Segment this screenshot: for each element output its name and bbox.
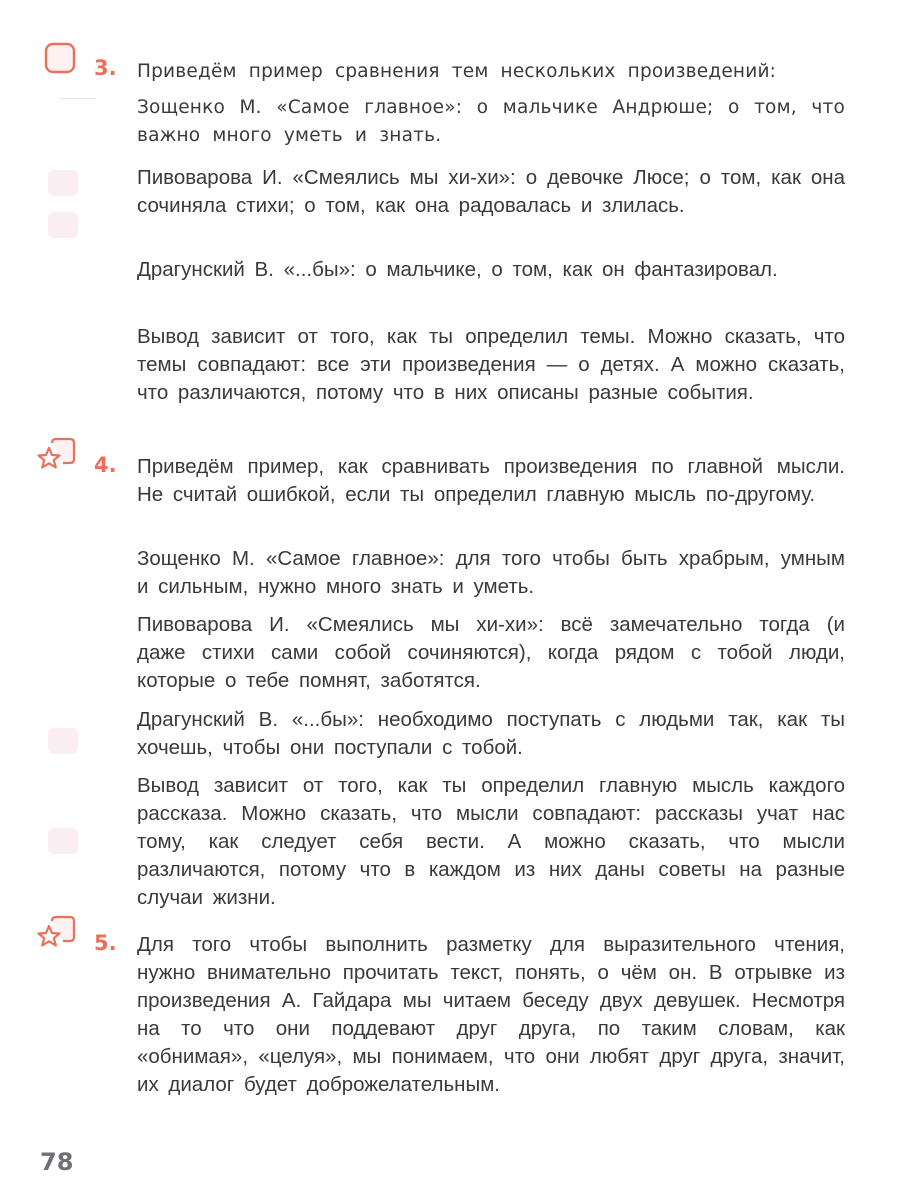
task-paragraph: Вывод зависит от того, как ты определил темы. Можно сказать, что темы совпадают: все эти произведения — о детях. А можно сказать, что различаются, потому что в них описаны разные события. <box>137 325 845 404</box>
task-paragraph: Драгунский В. «...бы»: необходимо поступать с людьми так, как ты хочешь, чтобы они поступали с тобой. <box>137 708 845 759</box>
show-through-mark <box>48 728 78 754</box>
task-paragraph: Для того чтобы выполнить разметку для выразительного чтения, нужно внимательно прочитать текст, понять, о чём он. В отрывке из произведения А. Гайдара мы читаем беседу двух девушек. Несмотря на то что они поддевают друг друга, по таким словам, как «обнимая», «целуя», мы понимаем, что они любят друг друга, значит, их диалог будет доброжелательным. <box>137 933 845 1096</box>
task-number: 4. <box>94 453 117 477</box>
show-through-mark <box>48 170 78 196</box>
task-number: 3. <box>94 56 117 80</box>
page-number: 78 <box>40 1148 74 1176</box>
task-paragraph: Драгунский В. «...бы»: о мальчике, о том, как он фантазировал. <box>137 258 778 281</box>
task-paragraph: Приведём пример сравнения тем нескольких произведений: <box>137 61 777 82</box>
rounded-square-icon <box>36 42 78 78</box>
task-paragraph: Пивоварова И. «Смеялись мы хи-хи»: всё замечательно тогда (и даже стихи сами собой сочиняются), когда рядом с тобой люди, которые о тебе помнят, заботятся. <box>137 613 845 692</box>
task-paragraph: Пивоварова И. «Смеялись мы хи-хи»: о девочке Люсе; о том, как она сочиняла стихи; о том, как она радовалась и злилась. <box>137 166 845 217</box>
show-through-mark <box>48 828 78 854</box>
task-paragraph: Приведём пример, как сравнивать произведения по главной мысли. Не считай ошибкой, если ты определил главную мысль по-другому. <box>137 455 845 506</box>
task-paragraph: Вывод зависит от того, как ты определил главную мысль каждого рассказа. Можно сказать, что мысли совпадают: рассказы учат нас тому, как следует себя вести. А можно сказать, что мысли различаются, потому что в каждом из них даны советы на разные случаи жизни. <box>137 774 845 909</box>
task-paragraph: Зощенко М. «Самое главное»: о мальчике Андрюше; о том, что важно много уметь и знать. <box>137 97 845 146</box>
star-square-icon <box>36 437 78 473</box>
show-through-line <box>60 98 96 99</box>
task-paragraph: Зощенко М. «Самое главное»: для того чтобы быть храбрым, умным и сильным, нужно много знать и уметь. <box>137 547 845 598</box>
show-through-mark <box>48 212 78 238</box>
star-square-icon <box>36 915 78 951</box>
task-number: 5. <box>94 931 117 955</box>
